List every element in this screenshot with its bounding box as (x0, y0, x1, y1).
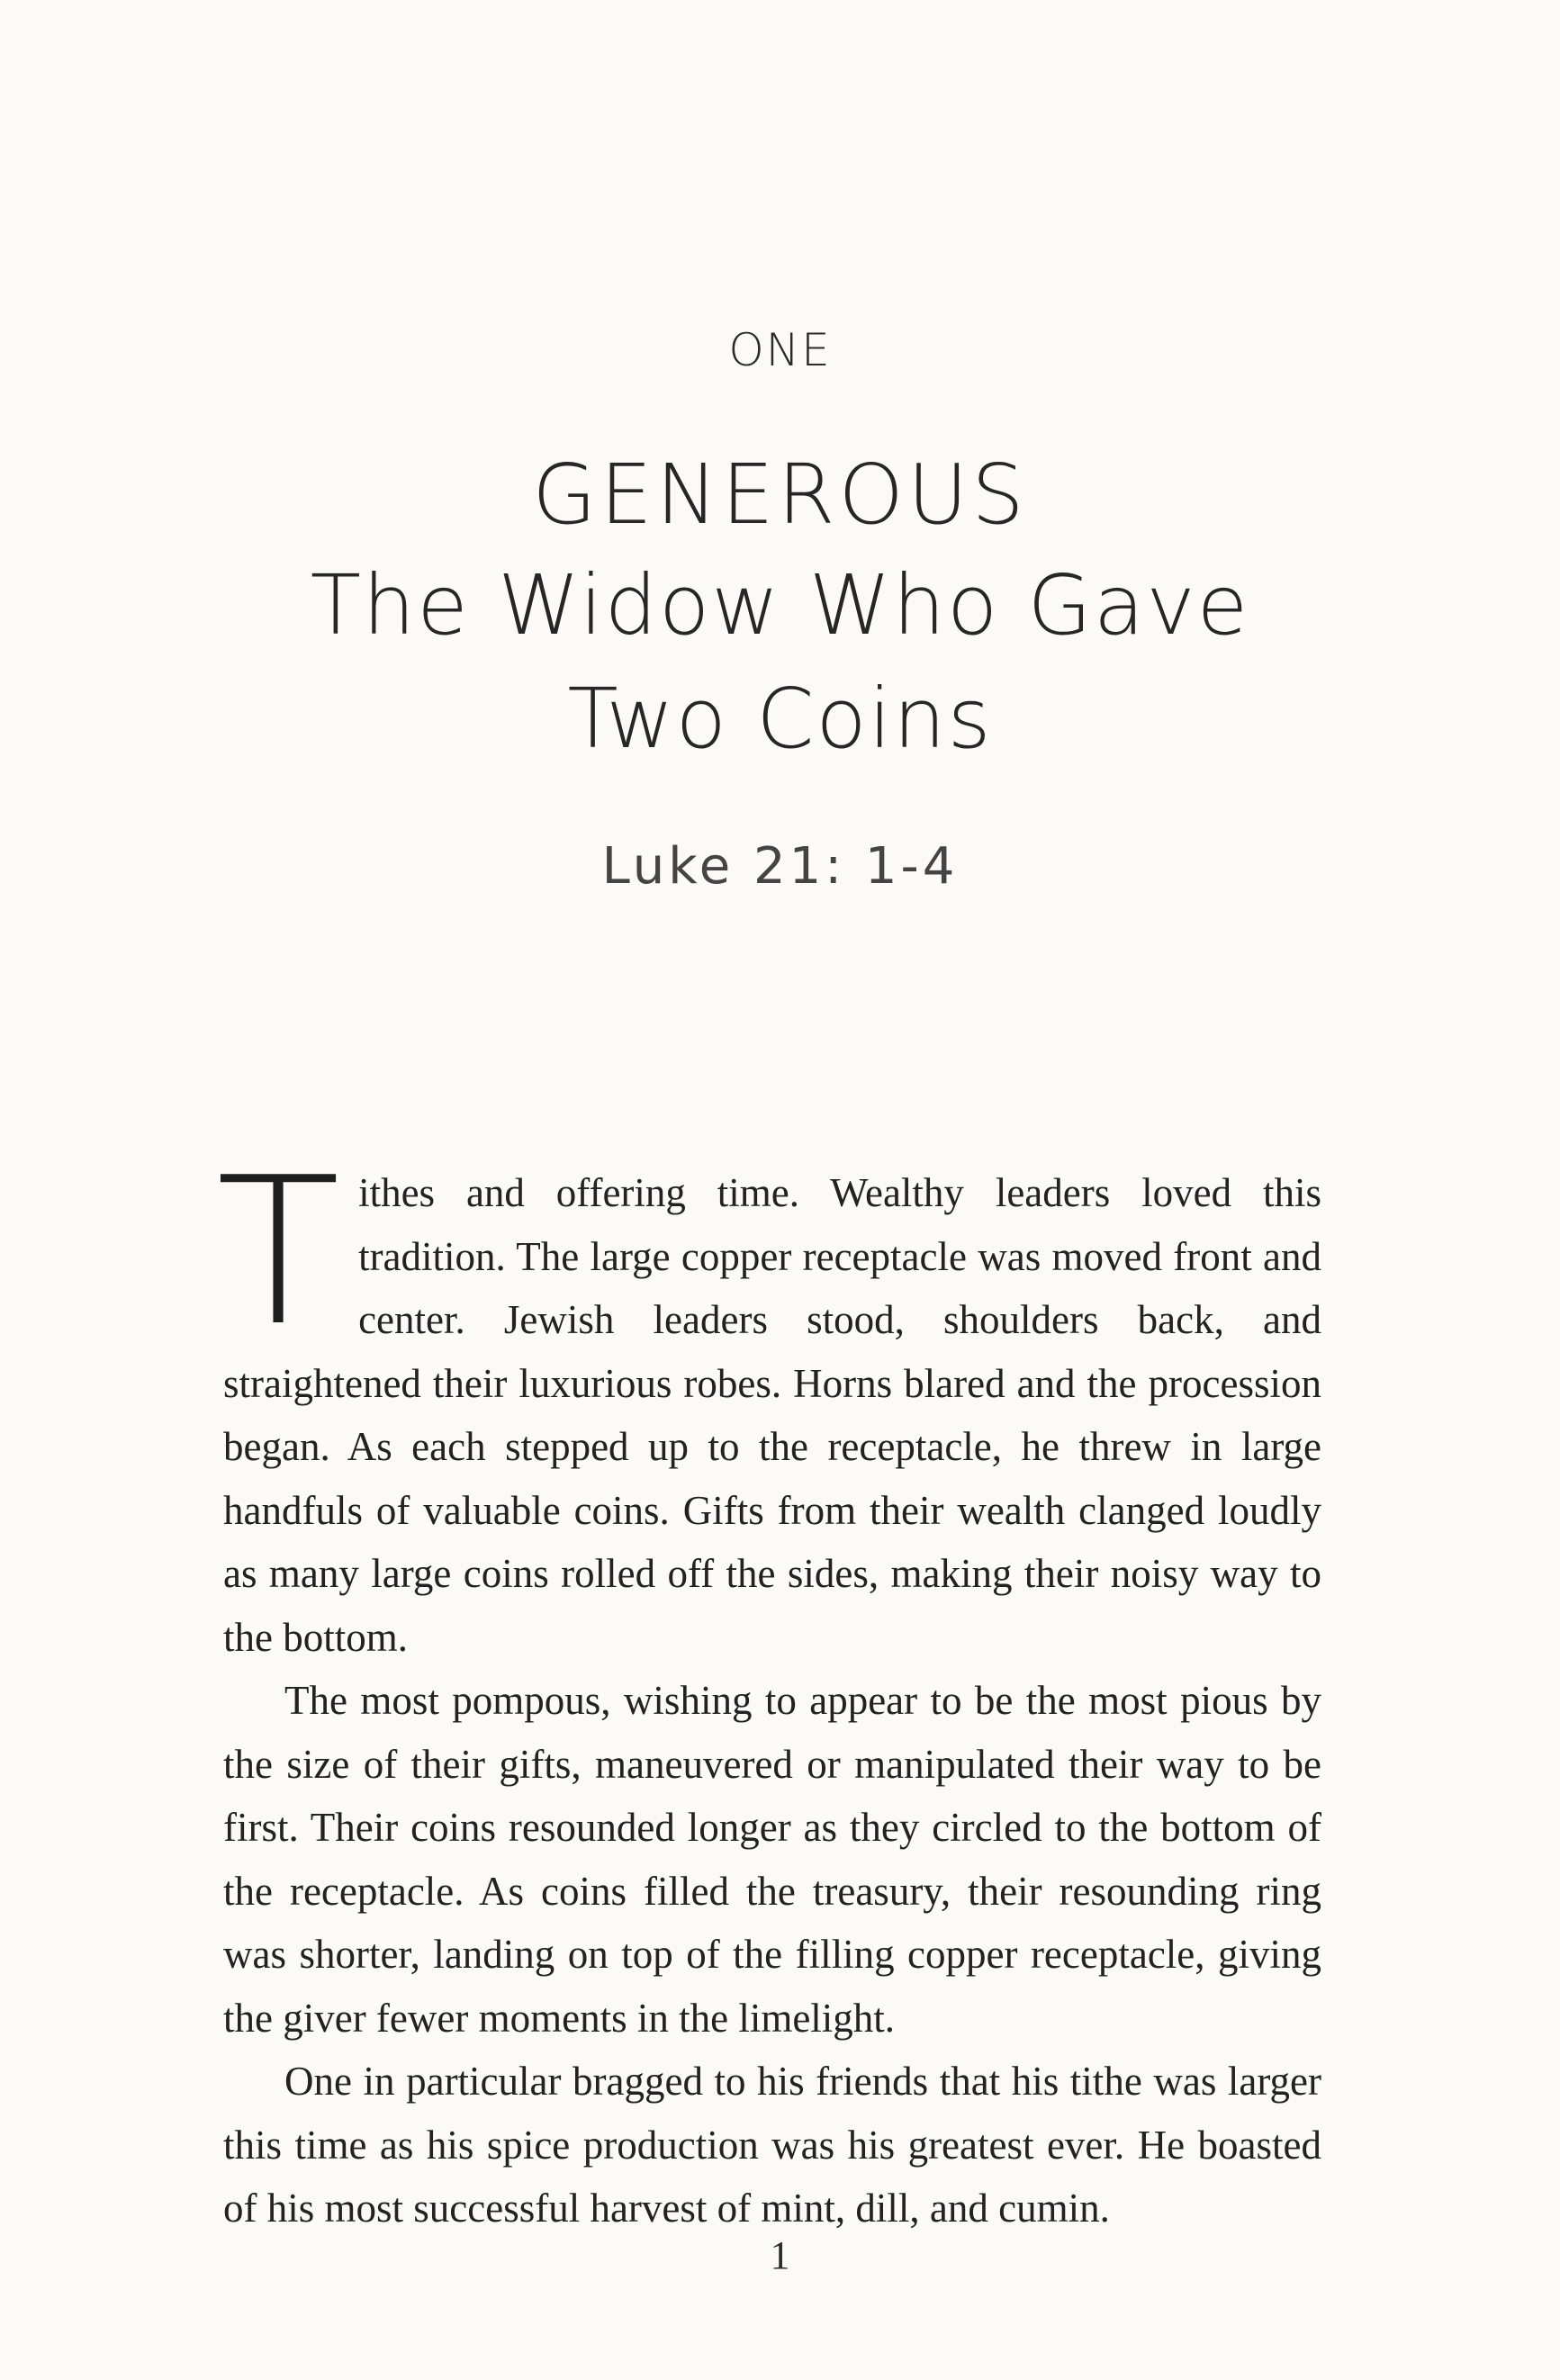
page-number: 1 (770, 2233, 790, 2277)
chapter-title-line-3: Two Coins (567, 671, 993, 767)
paragraph-3: One in particular bragged to his friends that his tithe was larger this time as his spice production was his greatest ever. He boasted of his most successful harvest of mint, dill, and cumin. (223, 2059, 1321, 2231)
paragraph-2: The most pompous, wishing to appear to be the most pious by the size of their gifts, maneuvered or manipulated their way to be first. Their coins resounded longer as they circled to the bottom of the receptacle. As coins filled the treasury, their resounding ring was shorter, landing on top of the filling copper receptacle, giving the giver fewer moments in the limelight. (223, 1678, 1321, 2041)
drop-cap: T (216, 1134, 341, 1371)
chapter-title-line-2: The Widow Who Gave (310, 557, 1250, 654)
chapter-number: ONE (728, 324, 832, 376)
body-text (216, 1134, 1321, 2240)
paragraph-1 (216, 1134, 1321, 1669)
chapter-title (0, 441, 1560, 776)
paragraph-1-text: ithes and offering time. Wealthy leaders loved this tradition. The large copper receptacle was moved front and center. Jewish leaders stood, shoulders back, and straightened their luxurious robes. Horns blared and the procession began. As each stepped up to the receptacle, he threw in large handfuls of valuable coins. Gifts from their wealth clanged loudly as many large coins rolled off the sides, making their noisy way to the bottom. (223, 1170, 1321, 1660)
scripture-reference: Luke 21: 1-4 (601, 837, 959, 896)
chapter-title-line-1: GENEROUS (532, 446, 1028, 543)
